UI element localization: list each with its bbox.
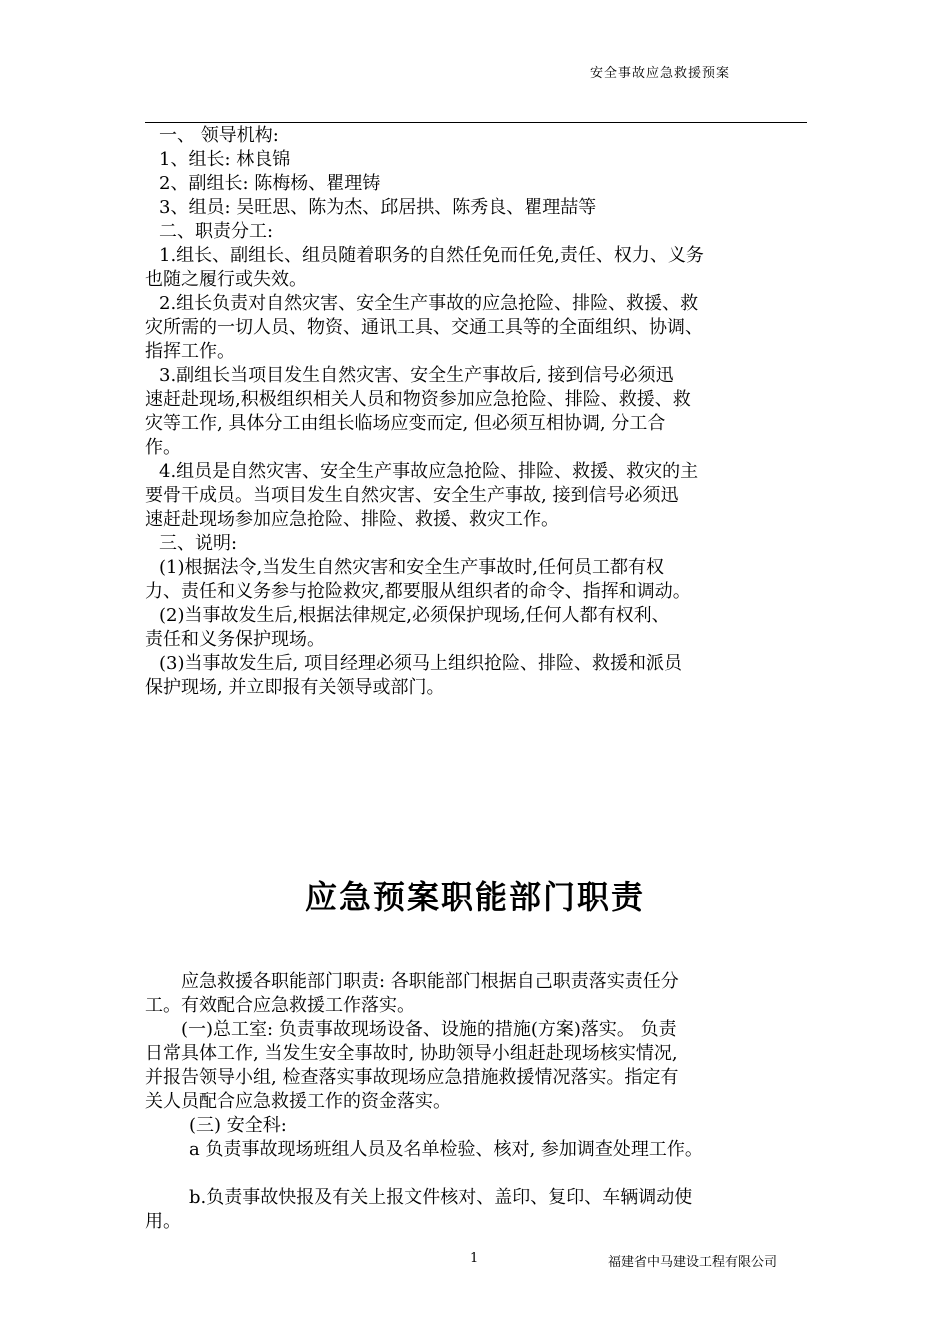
deputy-leader-line: 2、副组长: 陈梅杨、瞿理铸 (159, 173, 381, 194)
section-heading-notes: 三、说明: (159, 533, 238, 554)
text-line: 2.组长负责对自然灾害、安全生产事故的应急抢险、排险、救援、救 (159, 293, 699, 314)
paragraph-gap (145, 1162, 807, 1186)
text-line: 要骨干成员。当项目发生自然灾害、安全生产事故, 接到信号必须迅 (145, 485, 679, 506)
text-line: 责任和义务保护现场。 (145, 629, 325, 650)
department-duties-section (145, 970, 807, 1234)
leadership-section (145, 124, 805, 700)
text-line: 保护现场, 并立即报有关领导或部门。 (145, 677, 445, 698)
page-header: 安全事故应急救援预案 (589, 66, 730, 81)
text-line: 指挥工作。 (145, 341, 235, 362)
members-line: 3、组员: 吴旺思、陈为杰、邱居拱、陈秀良、瞿理喆等 (159, 197, 597, 218)
footer-company: 福建省中马建设工程有限公司 (608, 1255, 778, 1270)
document-title: 应急预案职能部门职责 (304, 878, 645, 916)
text-line: 速赶赴现场,积极组织相关人员和物资参加应急抢险、排险、救援、救 (145, 389, 691, 410)
text-line: 并报告领导小组, 检查落实事故现场应急措施救援情况落实。指定有 (145, 1067, 679, 1088)
text-line: 4.组员是自然灾害、安全生产事故应急抢险、排险、救援、救灾的主 (159, 461, 699, 482)
text-line: (一)总工室: 负责事故现场设备、设施的措施(方案)落实。 负责 (181, 1019, 677, 1040)
section-heading-duties: 二、职责分工: (159, 221, 274, 242)
text-line: 灾所需的一切人员、物资、通讯工具、交通工具等的全面组织、协调、 (145, 317, 703, 338)
text-line: 灾等工作, 具体分工由组长临场应变而定, 但必须互相协调, 分工合 (145, 413, 666, 434)
text-line: 用。 (145, 1211, 181, 1232)
text-line: 关人员配合应急救援工作的资金落实。 (145, 1091, 451, 1112)
page-number: 1 (470, 1251, 479, 1266)
text-line: a 负责事故现场班组人员及名单检验、核对, 参加调查处理工作。 (189, 1139, 703, 1160)
text-line: 3.副组长当项目发生自然灾害、安全生产事故后, 接到信号必须迅 (159, 365, 674, 386)
text-line: (1)根据法令,当发生自然灾害和安全生产事故时,任何员工都有权 (159, 557, 664, 578)
text-line: 也随之履行或失效。 (145, 269, 307, 290)
subheading-safety-dept: (三) 安全科: (189, 1115, 287, 1136)
text-line: 1.组长、副组长、组员随着职务的自然任免而任免,责任、权力、义务 (159, 245, 704, 266)
text-line: b.负责事故快报及有关上报文件核对、盖印、复印、车辆调动使 (189, 1187, 693, 1208)
text-line: 作。 (145, 437, 181, 458)
text-line: (3)当事故发生后, 项目经理必须马上组织抢险、排险、救援和派员 (159, 653, 682, 674)
text-line: 速赶赴现场参加应急抢险、排险、救援、救灾工作。 (145, 509, 559, 530)
text-line: 日常具体工作, 当发生安全事故时, 协助领导小组赶赴现场核实情况, (145, 1043, 678, 1064)
text-line: 工。有效配合应急救援工作落实。 (145, 995, 415, 1016)
leader-line: 1、组长: 林良锦 (159, 149, 291, 170)
text-line: 应急救援各职能部门职责: 各职能部门根据自己职责落实责任分 (181, 971, 679, 992)
section-heading-leadership: 一、 领导机构: (159, 125, 279, 146)
header-rule (145, 122, 807, 123)
text-line: 力、责任和义务参与抢险救灾,都要服从组织者的命令、指挥和调动。 (145, 581, 691, 602)
text-line: (2)当事故发生后,根据法律规定,必须保护现场,任何人都有权利、 (159, 605, 670, 626)
